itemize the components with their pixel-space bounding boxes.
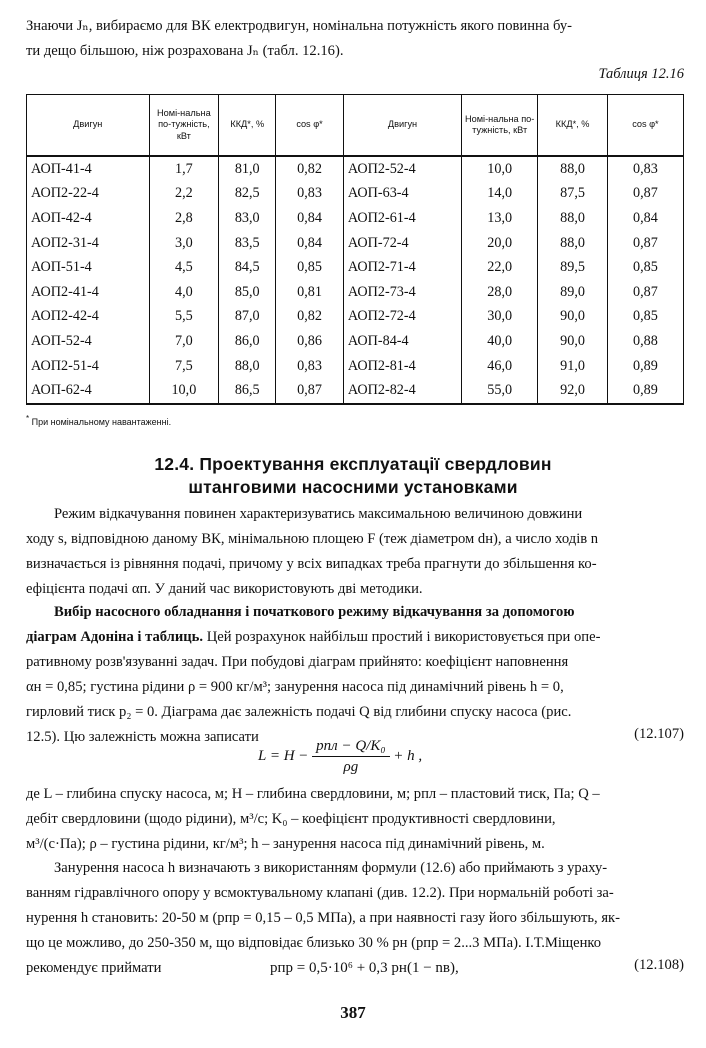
equation-12-107: [258, 736, 422, 777]
p2-line-4: αн = 0,85; густина рідини ρ = 900 кг/м³; занурення насоса під динамічний рівень h = 0,: [26, 679, 564, 695]
value-cell: 89,5: [538, 255, 608, 280]
table-row: [27, 255, 684, 280]
value-cell: 91,0: [538, 354, 608, 379]
engine-cell: АОП2-41-4: [27, 280, 150, 305]
table-row: [27, 156, 684, 182]
p4-line-2: ванням гідравлічного опору у всмоктувальному клапані (див. 12.2). При нормальній роботі за-: [26, 885, 614, 901]
value-cell: 2,2: [149, 182, 219, 207]
value-cell: 0,86: [276, 329, 344, 354]
p4-line-5: рекомендує приймати: [26, 960, 162, 976]
value-cell: 87,5: [538, 182, 608, 207]
value-cell: 55,0: [462, 378, 538, 404]
value-cell: 87,0: [219, 305, 276, 330]
value-cell: 89,0: [538, 280, 608, 305]
equation-number-107: (12.107): [634, 726, 684, 742]
engine-cell: АОП2-72-4: [343, 305, 461, 330]
engine-cell: АОП-72-4: [343, 231, 461, 256]
value-cell: 90,0: [538, 305, 608, 330]
footnote-text: При номінальному навантаженні.: [31, 417, 172, 427]
value-cell: 7,0: [149, 329, 219, 354]
engine-cell: АОП-84-4: [343, 329, 461, 354]
header-eff-2: ККД*, %: [538, 95, 608, 157]
p4-line-4: що це можливо, до 250-350 м, що відповідає близько 30 % pн (pпр = 2...3 МПа). І.Т.Міщенко: [26, 935, 602, 951]
value-cell: 46,0: [462, 354, 538, 379]
engine-cell: АОП-42-4: [27, 206, 150, 231]
table-row: [27, 231, 684, 256]
value-cell: 81,0: [219, 156, 276, 182]
footnote-mark: *: [26, 414, 30, 423]
header-engine-2: Двигун: [343, 95, 461, 157]
value-cell: 88,0: [538, 156, 608, 182]
table-caption: Таблиця 12.16: [598, 66, 684, 82]
table-row: [27, 329, 684, 354]
p2-line-5: гирловий тиск p₂ = 0. Діаграма дає залежність подачі Q від глибини спуску насоса (рис.: [26, 704, 572, 720]
value-cell: 0,82: [276, 156, 344, 182]
paragraph-1: [26, 502, 682, 602]
header-power-2: Номі-нальна по-тужність, кВт: [462, 95, 538, 157]
page-number: 387: [340, 1003, 366, 1022]
value-cell: 40,0: [462, 329, 538, 354]
engine-cell: АОП2-52-4: [343, 156, 461, 182]
value-cell: 10,0: [462, 156, 538, 182]
value-cell: 86,5: [219, 378, 276, 404]
p2-line-2-rest: Цей розрахунок найбільш простий і використовується при опе-: [203, 629, 601, 645]
engine-cell: АОП2-82-4: [343, 378, 461, 404]
table-footnote: [26, 414, 171, 427]
header-eff: ККД*, %: [219, 95, 276, 157]
p4-line-1: Занурення насоса h визначають з використанням формули (12.6) або приймають з ураху-: [54, 860, 608, 876]
engine-cell: АОП-41-4: [27, 156, 150, 182]
header-power: Номі-нальна по-тужність, кВт: [149, 95, 219, 157]
p3-line-1: де L – глибина спуску насоса, м; H – глибина свердловини, м; pпл – пластовий тиск, Па; Q –: [26, 786, 600, 802]
value-cell: 88,0: [219, 354, 276, 379]
equation-number-108: (12.108): [634, 957, 684, 973]
engine-cell: АОП2-51-4: [27, 354, 150, 379]
engine-cell: АОП2-31-4: [27, 231, 150, 256]
value-cell: 14,0: [462, 182, 538, 207]
header-cos-2: cos φ*: [607, 95, 683, 157]
value-cell: 7,5: [149, 354, 219, 379]
header-cos: cos φ*: [276, 95, 344, 157]
value-cell: 13,0: [462, 206, 538, 231]
eq107-left: L = H −: [258, 747, 309, 764]
value-cell: 22,0: [462, 255, 538, 280]
engine-cell: АОП2-81-4: [343, 354, 461, 379]
p3-line-3: м³/(с·Па); ρ – густина рідини, кг/м³; h – занурення насоса під динамічний рівень, м.: [26, 836, 545, 852]
value-cell: 30,0: [462, 305, 538, 330]
value-cell: 4,0: [149, 280, 219, 305]
eq107-denominator: ρg: [343, 759, 359, 775]
value-cell: 0,89: [607, 378, 683, 404]
value-cell: 0,83: [276, 182, 344, 207]
value-cell: 0,89: [607, 354, 683, 379]
p1-line-1: Режим відкачування повинен характеризуватись максимальною величиною довжини: [54, 506, 583, 522]
value-cell: 1,7: [149, 156, 219, 182]
p4-line-3: нурення h становить: 20-50 м (pпр = 0,15 – 0,5 МПа), а при наявності газу його збільшують, як-: [26, 910, 620, 926]
value-cell: 2,8: [149, 206, 219, 231]
value-cell: 4,5: [149, 255, 219, 280]
table-row: [27, 305, 684, 330]
table-row: [27, 182, 684, 207]
equation-12-108: pпр = 0,5·10⁶ + 0,3 pн(1 − nв),: [270, 960, 459, 976]
value-cell: 0,85: [607, 255, 683, 280]
value-cell: 0,83: [276, 354, 344, 379]
intro-line-2: ти дещо більшою, ніж розрахована Jₙ (табл. 12.16).: [26, 43, 344, 59]
engine-cell: АОП-62-4: [27, 378, 150, 404]
value-cell: 0,87: [276, 378, 344, 404]
table-row: [27, 354, 684, 379]
value-cell: 0,83: [607, 156, 683, 182]
eq107-right: + h ,: [393, 747, 423, 764]
section-title-line-2: штанговими насосними установками: [188, 477, 518, 497]
value-cell: 86,0: [219, 329, 276, 354]
value-cell: 3,0: [149, 231, 219, 256]
value-cell: 0,82: [276, 305, 344, 330]
table-row: [27, 206, 684, 231]
value-cell: 10,0: [149, 378, 219, 404]
engine-cell: АОП2-42-4: [27, 305, 150, 330]
intro-line-1: Знаючи Jₙ, вибираємо для ВК електродвигун, номінальна потужність якого повинна бу-: [26, 18, 572, 34]
value-cell: 88,0: [538, 231, 608, 256]
intro-paragraph: [26, 14, 682, 64]
engine-cell: АОП-52-4: [27, 329, 150, 354]
engine-cell: АОП-63-4: [343, 182, 461, 207]
engine-cell: АОП2-73-4: [343, 280, 461, 305]
value-cell: 0,84: [276, 231, 344, 256]
engine-cell: АОП-51-4: [27, 255, 150, 280]
paragraph-2: [26, 600, 682, 750]
value-cell: 82,5: [219, 182, 276, 207]
value-cell: 85,0: [219, 280, 276, 305]
value-cell: 20,0: [462, 231, 538, 256]
motor-table: [26, 94, 684, 405]
table-row: [27, 378, 684, 404]
value-cell: 0,84: [607, 206, 683, 231]
header-engine: Двигун: [27, 95, 150, 157]
p2-bold-2: діаграм Адоніна і таблиць.: [26, 629, 204, 645]
value-cell: 0,84: [276, 206, 344, 231]
value-cell: 5,5: [149, 305, 219, 330]
engine-cell: АОП2-61-4: [343, 206, 461, 231]
value-cell: 84,5: [219, 255, 276, 280]
p1-line-3: визначається із рівняння подачі, причому у всіх випадках треба прагнути до збільшення ко-: [26, 556, 597, 572]
p2-line-6: 12.5). Цю залежність можна записати: [26, 729, 259, 745]
value-cell: 83,0: [219, 206, 276, 231]
eq107-numerator: pпл − Q/K₀: [312, 736, 389, 757]
paragraph-3: [26, 782, 682, 857]
p2-line-3: ративному розв'язуванні задач. При побудові діаграм прийнято: коефіцієнт наповнення: [26, 654, 569, 670]
value-cell: 0,87: [607, 231, 683, 256]
engine-cell: АОП2-22-4: [27, 182, 150, 207]
section-heading: [0, 453, 706, 499]
value-cell: 0,87: [607, 280, 683, 305]
value-cell: 83,5: [219, 231, 276, 256]
p3-line-2: дебіт свердловини (щодо рідини), м³/с; K₀ – коефіцієнт продуктивності свердловини,: [26, 811, 556, 827]
eq107-fraction: [312, 736, 389, 777]
value-cell: 90,0: [538, 329, 608, 354]
table-row: [27, 280, 684, 305]
engine-cell: АОП2-71-4: [343, 255, 461, 280]
value-cell: 88,0: [538, 206, 608, 231]
value-cell: 0,81: [276, 280, 344, 305]
p1-line-4: ефіцієнта подачі αп. У даний час використовують дві методики.: [26, 581, 423, 597]
value-cell: 0,85: [276, 255, 344, 280]
value-cell: 0,88: [607, 329, 683, 354]
value-cell: 92,0: [538, 378, 608, 404]
p1-line-2: ходу s, відповідною даному ВК, мінімальною площею F (теж діаметром dн), а число ходів n: [26, 531, 599, 547]
value-cell: 28,0: [462, 280, 538, 305]
value-cell: 0,85: [607, 305, 683, 330]
section-title-line-1: 12.4. Проектування експлуатації свердловин: [154, 454, 552, 474]
p2-bold-1: Вибір насосного обладнання і початкового режиму відкачування за допомогою: [54, 604, 575, 620]
value-cell: 0,87: [607, 182, 683, 207]
